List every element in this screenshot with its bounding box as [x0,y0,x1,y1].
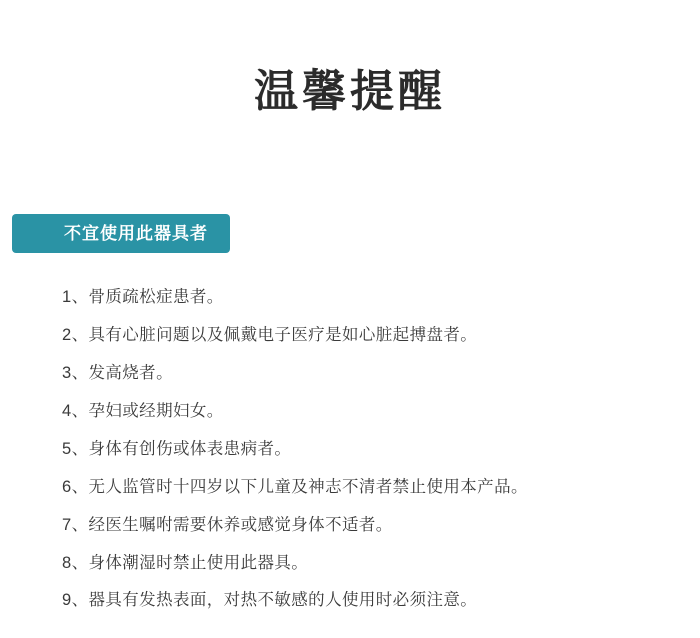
list-item: 2、具有心脏问题以及佩戴电子医疗是如心脏起搏盘者。 [62,325,478,344]
list-item: 5、身体有创伤或体表患病者。 [62,439,292,458]
page-title: 温馨提醒 [254,67,446,116]
section-badge: 不宜使用此器具者 [12,214,230,253]
list-item: 7、经医生嘱咐需要休养或感觉身体不适者。 [62,515,393,534]
list-item: 3、发高烧者。 [62,363,173,382]
list-item: 8、身体潮湿时禁止使用此器具。 [62,553,309,572]
list-item: 9、器具有发热表面，对热不敏感的人使用时必须注意。 [62,591,478,610]
list-item: 1、骨质疏松症患者。 [62,288,224,307]
list-item: 6、无人监管时十四岁以下儿童及神志不清者禁止使用本产品。 [62,477,528,496]
list-item: 4、孕妇或经期妇女。 [62,401,224,420]
section-header [0,214,700,253]
warning-list [0,279,700,620]
